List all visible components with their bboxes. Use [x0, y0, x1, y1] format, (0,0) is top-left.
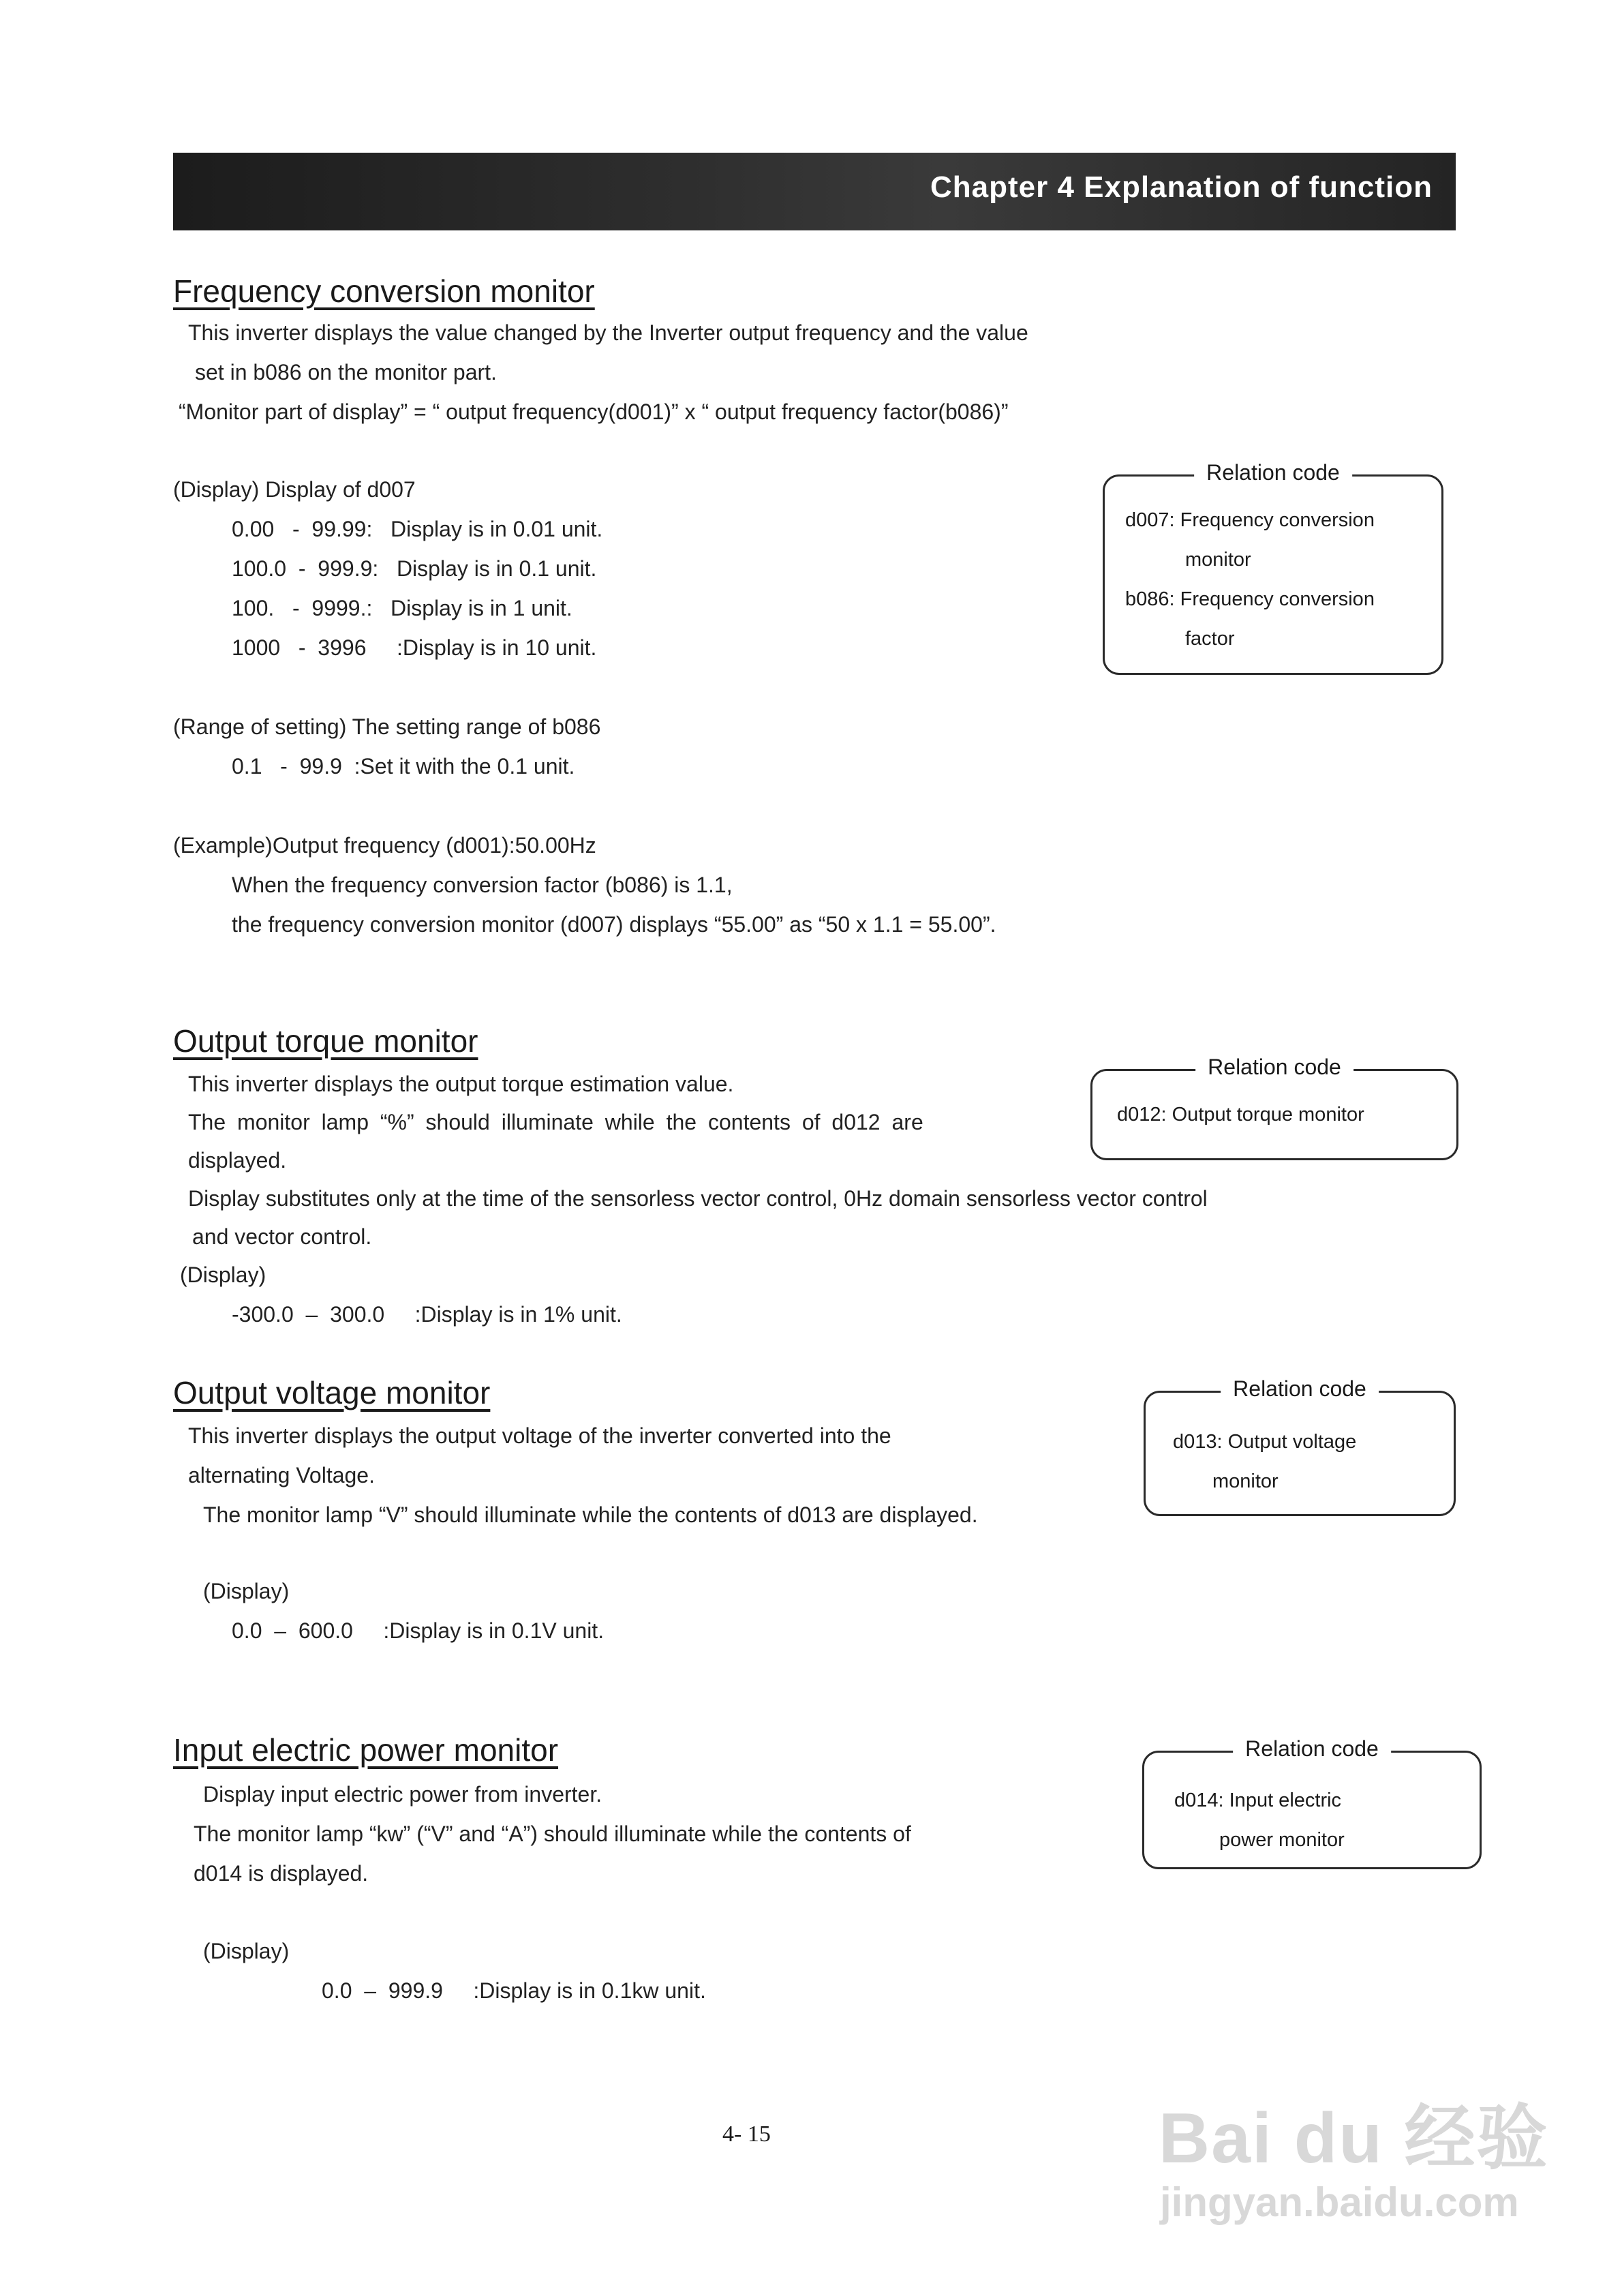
relation-code-item: monitor: [1185, 549, 1251, 571]
relation-code-item: d012: Output torque monitor: [1117, 1104, 1364, 1126]
relation-code-item: factor: [1185, 628, 1235, 650]
relation-code-box-section4: [1142, 1736, 1482, 1869]
chapter-title: Chapter 4 Explanation of function: [930, 170, 1433, 204]
relation-code-box-section1: [1103, 460, 1443, 675]
baidu-watermark-url: jingyan.baidu.com: [1160, 2179, 1519, 2225]
section1-display-row: 1000 - 3996 :Display is in 10 unit.: [232, 635, 597, 660]
section2-display-label: (Display): [180, 1263, 266, 1287]
section1-intro-line-1: This inverter displays the value changed by the Inverter output frequency and the value: [188, 320, 1028, 345]
section1-display-row: 0.00 - 99.99: Display is in 0.01 unit.: [232, 517, 603, 541]
watermark-brand: Bai du 经验: [1159, 2099, 1549, 2178]
section4-display-row: 0.0 – 999.9 :Display is in 0.1kw unit.: [322, 1978, 706, 2003]
section2-line: and vector control.: [192, 1224, 372, 1249]
relation-code-label: Relation code: [1221, 1376, 1379, 1402]
section1-example-label: (Example)Output frequency (d001):50.00Hz: [173, 833, 596, 858]
section1-intro-line-2: set in b086 on the monitor part.: [195, 360, 497, 384]
section-heading-frequency-conversion: Frequency conversion monitor: [173, 273, 595, 309]
page-number: 4- 15: [722, 2121, 771, 2147]
relation-code-item: monitor: [1212, 1470, 1279, 1492]
relation-code-box-section3: [1144, 1376, 1456, 1516]
section4-display-label: (Display): [203, 1939, 290, 1963]
section1-display-row: 100. - 9999.: Display is in 1 unit.: [232, 596, 572, 620]
section1-range-label: (Range of setting) The setting range of b086: [173, 714, 601, 739]
section1-example-line-1: When the frequency conversion factor (b086) is 1.1,: [232, 873, 733, 897]
section-heading-output-voltage: Output voltage monitor: [173, 1375, 491, 1410]
relation-code-item: d014: Input electric: [1174, 1789, 1342, 1811]
section1-range-row: 0.1 - 99.9 :Set it with the 0.1 unit.: [232, 754, 575, 779]
relation-code-box-section2: [1090, 1055, 1458, 1160]
section3-line: This inverter displays the output voltage of the inverter converted into the: [188, 1423, 891, 1448]
section2-line: This inverter displays the output torque estimation value.: [188, 1072, 734, 1096]
relation-code-item: d013: Output voltage: [1173, 1431, 1357, 1453]
chapter-banner: [173, 153, 1456, 230]
section2-line: Display substitutes only at the time of the sensorless vector control, 0Hz domain sensorless vector control: [188, 1186, 1208, 1211]
section3-display-row: 0.0 – 600.0 :Display is in 0.1V unit.: [232, 1618, 605, 1643]
section2-display-row: -300.0 – 300.0 :Display is in 1% unit.: [232, 1302, 622, 1327]
section4-line: The monitor lamp “kw” (“V” and “A”) should illuminate while the contents of: [194, 1822, 911, 1846]
relation-code-item: b086: Frequency conversion: [1125, 588, 1375, 610]
section4-line: d014 is displayed.: [194, 1861, 369, 1886]
section1-display-label: (Display) Display of d007: [173, 477, 416, 502]
baidu-watermark-logo: [1159, 2081, 1549, 2183]
section1-formula: “Monitor part of display” = “ output frequency(d001)” x “ output frequency factor(b086)”: [179, 399, 1009, 424]
section4-line: Display input electric power from inverter.: [203, 1782, 602, 1807]
section1-display-row: 100.0 - 999.9: Display is in 0.1 unit.: [232, 556, 597, 581]
section1-example-line-2: the frequency conversion monitor (d007) displays “55.00” as “50 x 1.1 = 55.00”.: [232, 912, 996, 937]
relation-code-label: Relation code: [1194, 460, 1352, 485]
section3-line: The monitor lamp “V” should illuminate while the contents of d013 are displayed.: [203, 1502, 978, 1527]
section2-line: The monitor lamp “%” should illuminate while the contents of d012 are: [188, 1110, 923, 1134]
relation-code-label: Relation code: [1195, 1055, 1353, 1080]
relation-code-item: d007: Frequency conversion: [1125, 509, 1375, 531]
section2-line: displayed.: [188, 1148, 287, 1173]
relation-code-label: Relation code: [1233, 1736, 1391, 1762]
relation-code-item: power monitor: [1219, 1829, 1345, 1851]
section-heading-input-electric-power: Input electric power monitor: [173, 1732, 559, 1768]
section3-line: alternating Voltage.: [188, 1463, 375, 1487]
section3-display-label: (Display): [203, 1579, 290, 1603]
section-heading-output-torque: Output torque monitor: [173, 1023, 478, 1059]
